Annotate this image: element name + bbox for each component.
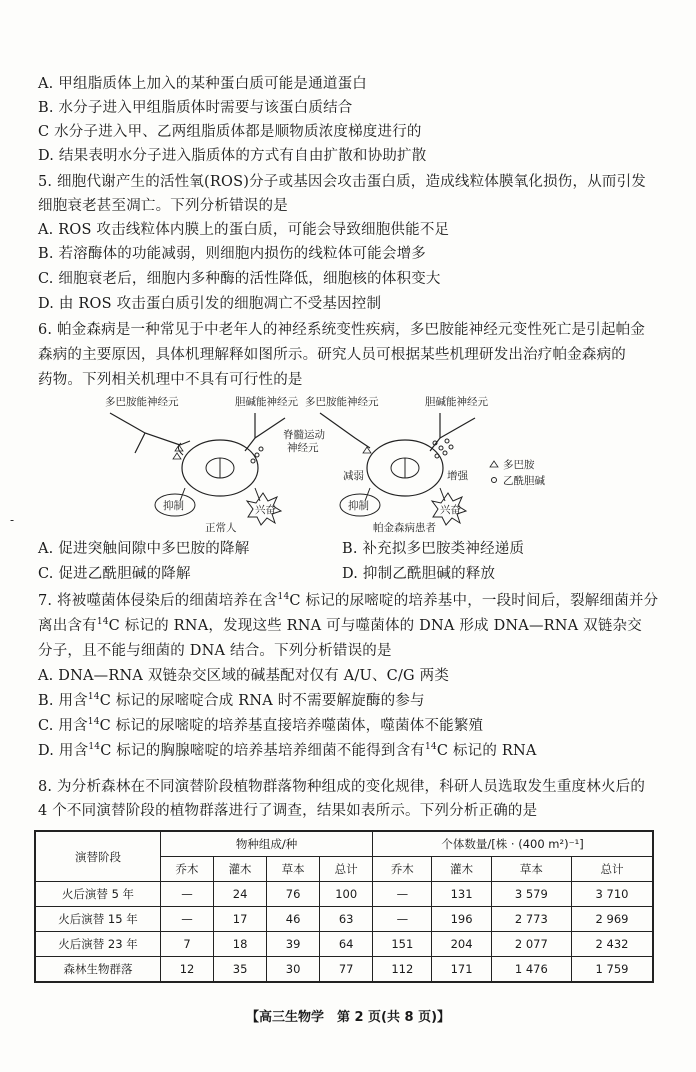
sub-header: 乔木 (373, 857, 432, 882)
table-cell: 12 (161, 957, 214, 983)
excite-label-normal: 兴奋 (255, 504, 276, 516)
spinal-neuron-label-1: 脊髓运动 (283, 429, 325, 441)
parkinson-mechanism-diagram (105, 393, 595, 533)
table-cell: 2 077 (491, 932, 571, 957)
decrease-label: 减弱 (343, 470, 364, 482)
sub-header: 总计 (320, 857, 373, 882)
table-cell: 171 (432, 957, 491, 983)
q8-stem-2: 4 个不同演替阶段的植物群落进行了调查，结果如表所示。下列分析正确的是 (38, 803, 538, 819)
table-cell: 2 969 (572, 907, 653, 932)
patient-label: 帕金森病患者 (373, 522, 436, 533)
table-cell: 3 579 (491, 882, 571, 907)
table-cell: 76 (267, 882, 320, 907)
table-row (35, 882, 653, 907)
table-cell: 1 476 (491, 957, 571, 983)
q6-stem-1: 6. 帕金森病是一种常见于中老年人的神经系统变性疾病，多巴胺能神经元变性死亡是引起帕金 (38, 322, 646, 338)
q7-option-c: C. 用含$^{14}$C 标记的尿嘧啶的培养基直接培养噬菌体，噬菌体不能繁殖 (38, 717, 484, 734)
q7-option-d: D. 用含$^{14}$C 标记的胸腺嘧啶的培养基培养细菌不能得到含有$^{14}$C 标记的 RNA (38, 742, 537, 759)
excite-label-patient: 兴奋 (440, 504, 461, 516)
table-cell: 30 (267, 957, 320, 983)
q4-option-c: C 水分子进入甲、乙两组脂质体都是顺物质浓度梯度进行的 (38, 124, 422, 140)
table-cell: 196 (432, 907, 491, 932)
table-cell: 112 (373, 957, 432, 983)
choline-neuron-label: 胆碱能神经元 (235, 396, 298, 408)
inhibit-label-patient: 抑制 (348, 500, 369, 512)
ach-legend-icon (492, 478, 497, 483)
q6-option-c: C. 促进乙酰胆碱的降解 (38, 566, 191, 582)
table-cell: 2 432 (572, 932, 653, 957)
table-cell: 77 (320, 957, 373, 983)
table-cell: — (373, 882, 432, 907)
q7-stem-3: 分子，且不能与细菌的 DNA 结合。下列分析错误的是 (38, 643, 392, 659)
table-row (35, 907, 653, 932)
legend-dopamine: 多巴胺 (503, 459, 535, 471)
table-cell: 24 (214, 882, 267, 907)
sub-header: 草本 (491, 857, 571, 882)
q7-option-a: A. DNA—RNA 双链杂交区域的碱基配对仅有 A/U、C/G 两类 (38, 668, 450, 684)
succession-table (34, 830, 654, 983)
q7-option-b: B. 用含$^{14}$C 标记的尿嘧啶合成 RNA 时不需要解旋酶的参与 (38, 692, 425, 709)
q4-option-b: B. 水分子进入甲组脂质体时需要与该蛋白质结合 (38, 100, 353, 116)
q4-option-a: A. 甲组脂质体上加入的某种蛋白质可能是通道蛋白 (38, 76, 367, 92)
q5-option-c: C. 细胞衰老后，细胞内多种酶的活性降低，细胞核的体积变大 (38, 271, 441, 287)
count-header: 个体数量/[株 · (400 m²)⁻¹] (373, 831, 653, 857)
stage-header: 演替阶段 (35, 831, 161, 882)
table-cell: 63 (320, 907, 373, 932)
table-cell: 151 (373, 932, 432, 957)
table-cell: 2 773 (491, 907, 571, 932)
table-cell: 39 (267, 932, 320, 957)
table-cell: — (373, 907, 432, 932)
table-cell: 1 759 (572, 957, 653, 983)
page-footer: 【高三生物学 第 2 页(共 8 页)】 (245, 1010, 451, 1025)
table-cell: 17 (214, 907, 267, 932)
table-cell: — (161, 907, 214, 932)
sub-header: 灌木 (214, 857, 267, 882)
dopamine-neuron-label-2: 多巴胺能神经元 (305, 396, 379, 408)
q5-option-d: D. 由 ROS 攻击蛋白质引发的细胞凋亡不受基因控制 (38, 296, 382, 312)
table-cell: 7 (161, 932, 214, 957)
spinal-neuron-label-2: 神经元 (287, 442, 319, 454)
q5-stem-1: 5. 细胞代谢产生的活性氧(ROS)分子或基因会攻击蛋白质，造成线粒体膜氧化损伤，从而引发 (38, 174, 646, 190)
table-cell: 18 (214, 932, 267, 957)
q5-option-a: A. ROS 攻击线粒体内膜上的蛋白质，可能会导致细胞供能不足 (38, 222, 450, 238)
q7-stem-2: 离出含有$^{14}$C 标记的 RNA，发现这些 RNA 可与噬菌体的 DNA 形成 DNA—RNA 双链杂交 (38, 617, 642, 634)
table-cell: 64 (320, 932, 373, 957)
q8-stem-1: 8. 为分析森林在不同演替阶段植物群落物种组成的变化规律，科研人员选取发生重度林火后的 (38, 779, 646, 795)
inhibit-label-normal: 抑制 (163, 500, 184, 512)
table-cell: 131 (432, 882, 491, 907)
table-cell: 100 (320, 882, 373, 907)
increase-label: 增强 (447, 470, 468, 482)
dopamine-legend-icon (490, 461, 498, 467)
table-cell: 火后演替 15 年 (35, 907, 161, 932)
dopamine-neuron-label: 多巴胺能神经元 (105, 396, 179, 408)
q5-option-b: B. 若溶酶体的功能减弱，则细胞内损伤的线粒体可能会增多 (38, 246, 426, 262)
table-cell: 森林生物群落 (35, 957, 161, 983)
q6-option-d: D. 抑制乙酰胆碱的释放 (342, 566, 496, 582)
table-row (35, 932, 653, 957)
table-cell: 204 (432, 932, 491, 957)
q4-option-d: D. 结果表明水分子进入脂质体的方式有自由扩散和协助扩散 (38, 148, 427, 164)
q7-stem-1: 7. 将被噬菌体侵染后的细菌培养在含$^{14}$C 标记的尿嘧啶的培养基中，一段时间后，裂解细菌并分 (38, 592, 659, 609)
sub-header: 灌木 (432, 857, 491, 882)
q5-stem-2: 细胞衰老甚至凋亡。下列分析错误的是 (38, 198, 288, 214)
sub-header: 乔木 (161, 857, 214, 882)
patient-diagram (305, 395, 488, 533)
normal-person-label: 正常人 (205, 522, 237, 533)
species-header: 物种组成/种 (161, 831, 373, 857)
normal-person-diagram (105, 395, 298, 533)
table-cell: 火后演替 5 年 (35, 882, 161, 907)
q6-option-a: A. 促进突触间隙中多巴胺的降解 (38, 541, 250, 557)
table-cell: 3 710 (572, 882, 653, 907)
choline-neuron-label-2: 胆碱能神经元 (425, 396, 488, 408)
q6-stem-2: 森病的主要原因，具体机理解释如图所示。研究人员可根据某些机理研发出治疗帕金森病的 (38, 347, 626, 363)
margin-mark: - (10, 513, 15, 527)
table-row (35, 957, 653, 983)
sub-header: 总计 (572, 857, 653, 882)
table-cell: 35 (214, 957, 267, 983)
table-cell: 46 (267, 907, 320, 932)
sub-header: 草本 (267, 857, 320, 882)
table-cell: 火后演替 23 年 (35, 932, 161, 957)
q6-stem-3: 药物。下列相关机理中不具有可行性的是 (38, 372, 303, 388)
legend-ach: 乙酰胆碱 (503, 475, 545, 487)
q6-option-b: B. 补充拟多巴胺类神经递质 (342, 541, 525, 557)
table-cell: — (161, 882, 214, 907)
